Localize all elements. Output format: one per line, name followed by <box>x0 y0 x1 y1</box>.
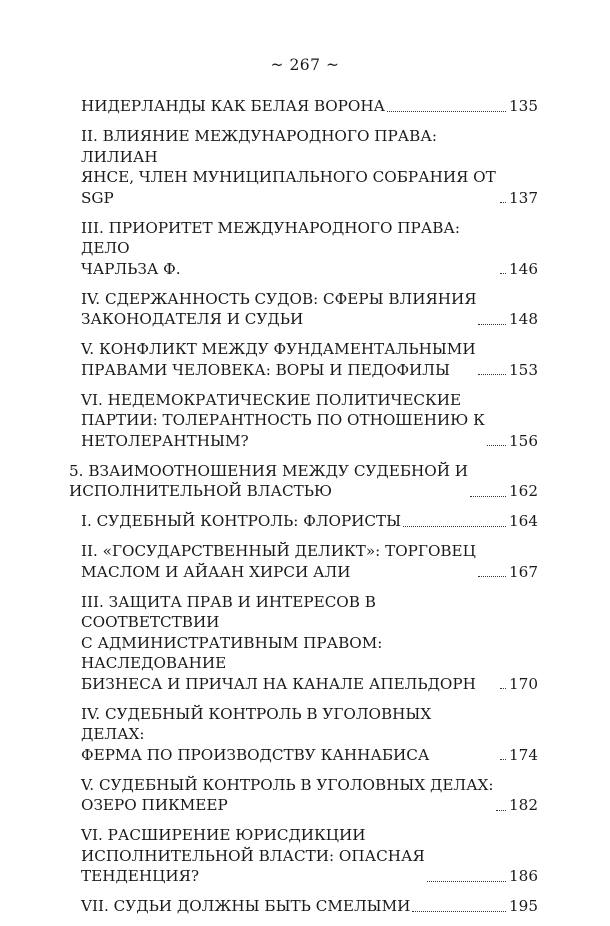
table-of-contents <box>0 96 610 926</box>
toc-entry-title: II. ВЛИЯНИЕ МЕЖДУНАРОДНОГО ПРАВА: ЛИЛИАН ЯНСЕ, ЧЛЕН МУНИЦИПАЛЬНОГО СОБРАНИЯ ОТ SGP <box>81 127 496 207</box>
dot-leader <box>500 759 506 760</box>
toc-entry[interactable] <box>81 218 538 280</box>
toc-entry[interactable] <box>81 704 538 766</box>
toc-entry-page: 148 <box>509 310 538 328</box>
dot-leader <box>487 445 506 446</box>
toc-entry-page: 170 <box>509 674 538 693</box>
toc-entry-title: IV. СУДЕБНЫЙ КОНТРОЛЬ В УГОЛОВНЫХ ДЕЛАХ: ФЕРМА ПО ПРОИЗВОДСТВУ КАННАБИСА <box>81 704 432 764</box>
toc-entry-page: 162 <box>509 482 538 500</box>
toc-entry-page: 182 <box>509 796 538 814</box>
dot-leader <box>496 810 506 811</box>
toc-entry[interactable] <box>81 775 538 816</box>
page-number: ~ 267 ~ <box>270 56 340 74</box>
toc-entry[interactable] <box>81 289 538 330</box>
toc-entry[interactable] <box>81 825 538 887</box>
dot-leader <box>403 526 506 527</box>
toc-entry[interactable] <box>81 390 538 452</box>
toc-entry-page: 164 <box>509 512 538 530</box>
toc-entry-title: III. ПРИОРИТЕТ МЕЖДУНАРОДНОГО ПРАВА: ДЕЛО ЧАРЛЬЗА Ф. <box>81 218 461 278</box>
toc-entry[interactable] <box>81 126 538 208</box>
toc-entry-title: НИДЕРЛАНДЫ КАК БЕЛАЯ ВОРОНА <box>81 97 386 115</box>
toc-entry[interactable] <box>81 96 538 117</box>
toc-entry-title: V. КОНФЛИКТ МЕЖДУ ФУНДАМЕНТАЛЬНЫМИ ПРАВАМИ ЧЕЛОВЕКА: ВОРЫ И ПЕДОФИЛЫ <box>81 340 476 379</box>
toc-entry-page: 186 <box>509 867 538 885</box>
toc-entry-page: 156 <box>509 431 538 450</box>
toc-entry-page: 167 <box>509 562 538 581</box>
toc-entry[interactable] <box>81 511 538 532</box>
toc-entry-page: 146 <box>509 259 538 278</box>
dot-leader <box>387 111 506 112</box>
toc-entry-title: VII. СУДЬИ ДОЛЖНЫ БЫТЬ СМЕЛЫМИ <box>81 897 411 915</box>
toc-entry[interactable] <box>81 339 538 380</box>
toc-entry-page: 153 <box>509 360 538 379</box>
toc-chapter-entry[interactable] <box>69 461 538 502</box>
toc-entry[interactable] <box>81 541 538 582</box>
dot-leader <box>412 911 506 912</box>
toc-entry-title: III. ЗАЩИТА ПРАВ И ИНТЕРЕСОВ В СООТВЕТСТВИИ С АДМИНИСТРАТИВНЫМ ПРАВОМ: НАСЛЕДОВАНИЕ БИЗНЕСА И ПРИЧАЛ НА КАНАЛЕ АПЕЛЬДОРН <box>81 592 476 693</box>
toc-entry-title: 5. ВЗАИМООТНОШЕНИЯ МЕЖДУ СУДЕБНОЙ И ИСПОЛНИТЕЛЬНОЙ ВЛАСТЬЮ <box>69 461 469 500</box>
toc-entry[interactable] <box>81 896 538 917</box>
dot-leader <box>478 374 506 375</box>
dot-leader <box>500 202 506 203</box>
dot-leader <box>478 576 506 577</box>
toc-entry-page: 174 <box>509 745 538 764</box>
dot-leader <box>427 881 506 882</box>
toc-entry-title: II. «ГОСУДАРСТВЕННЫЙ ДЕЛИКТ»: ТОРГОВЕЦ МАСЛОМ И АЙААН ХИРСИ АЛИ <box>81 542 476 581</box>
toc-entry-page: 135 <box>509 97 538 115</box>
dot-leader <box>478 324 506 325</box>
toc-entry-page: 195 <box>509 897 538 915</box>
toc-entry-title: IV. СДЕРЖАННОСТЬ СУДОВ: СФЕРЫ ВЛИЯНИЯ ЗАКОНОДАТЕЛЯ И СУДЬИ <box>81 289 477 328</box>
dot-leader <box>470 496 506 497</box>
dot-leader <box>500 688 506 689</box>
toc-entry-title: VI. РАСШИРЕНИЕ ЮРИСДИКЦИИ ИСПОЛНИТЕЛЬНОЙ ВЛАСТИ: ОПАСНАЯ ТЕНДЕНЦИЯ? <box>81 826 425 885</box>
toc-entry-title: I. СУДЕБНЫЙ КОНТРОЛЬ: ФЛОРИСТЫ <box>81 512 402 530</box>
dot-leader <box>500 273 506 274</box>
toc-entry-page: 137 <box>509 188 538 207</box>
toc-entry-title: V. СУДЕБНЫЙ КОНТРОЛЬ В УГОЛОВНЫХ ДЕЛАХ: ОЗЕРО ПИКМЕЕР <box>81 775 494 814</box>
toc-entry-title: VI. НЕДЕМОКРАТИЧЕСКИЕ ПОЛИТИЧЕСКИЕ ПАРТИИ: ТОЛЕРАНТНОСТЬ ПО ОТНОШЕНИЮ К НЕТОЛЕРАНТНЫМ? <box>81 390 485 450</box>
toc-entry[interactable] <box>81 592 538 695</box>
